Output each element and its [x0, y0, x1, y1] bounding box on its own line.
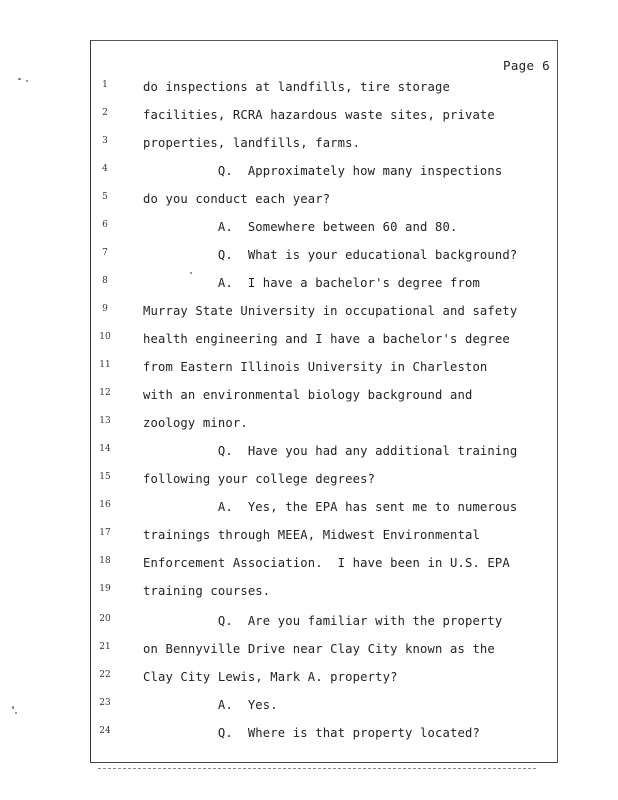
line-number: 6 — [102, 220, 108, 230]
transcript-line: Q. Have you had any additional training — [143, 444, 518, 458]
line-number: 14 — [99, 444, 111, 454]
transcript-line: A. Yes, the EPA has sent me to numerous — [143, 500, 518, 514]
transcript-line: following your college degrees? — [143, 472, 376, 486]
transcript-line: facilities, RCRA hazardous waste sites, private — [143, 108, 495, 122]
transcript-line: health engineering and I have a bachelor's degree — [143, 332, 510, 346]
line-number: 21 — [99, 642, 111, 652]
transcript-line: do inspections at landfills, tire storage — [143, 80, 450, 94]
line-number: 19 — [99, 584, 111, 594]
line-number: 8 — [102, 276, 108, 286]
transcript-line: from Eastern Illinois University in Charleston — [143, 360, 488, 374]
line-number: 17 — [99, 528, 111, 538]
transcript-line: with an environmental biology background and — [143, 388, 473, 402]
transcript-line: A. I have a bachelor's degree from — [143, 276, 480, 290]
page-bottom-rule — [90, 762, 558, 763]
transcript-line: Clay City Lewis, Mark A. property? — [143, 670, 398, 684]
transcript-line: Enforcement Association. I have been in U.S. EPA — [143, 556, 510, 570]
line-number: 3 — [102, 136, 108, 146]
transcript-line: do you conduct each year? — [143, 192, 331, 206]
transcript-line: trainings through MEEA, Midwest Environmental — [143, 528, 480, 542]
transcript-line: Q. Where is that property located? — [143, 726, 480, 740]
transcript-line: on Bennyville Drive near Clay City known as the — [143, 642, 495, 656]
page-number: Page 6 — [503, 58, 550, 73]
line-number: 16 — [99, 500, 111, 510]
line-number: 20 — [99, 614, 111, 624]
transcript-line: A. Yes. — [143, 698, 278, 712]
line-number: 4 — [102, 164, 108, 174]
line-number: 1 — [102, 80, 108, 90]
transcript-line: A. Somewhere between 60 and 80. — [143, 220, 458, 234]
scan-speck — [12, 706, 14, 709]
line-number: 15 — [99, 472, 111, 482]
scan-speck — [18, 78, 21, 80]
transcript-line: training courses. — [143, 584, 271, 598]
transcript-line: Q. Are you familiar with the property — [143, 614, 503, 628]
line-number: 13 — [99, 416, 111, 426]
transcript-line: Q. What is your educational background? — [143, 248, 518, 262]
transcript-line: zoology minor. — [143, 416, 248, 430]
transcript-line: Q. Approximately how many inspections — [143, 164, 503, 178]
line-number: 22 — [99, 670, 111, 680]
line-number: 9 — [102, 304, 108, 314]
line-number: 23 — [99, 698, 111, 708]
scan-speck — [190, 272, 192, 274]
line-number: 18 — [99, 556, 111, 566]
line-number: 7 — [102, 248, 108, 258]
line-number: 24 — [99, 726, 111, 736]
line-number: 10 — [99, 332, 111, 342]
transcript-line: Murray State University in occupational and safety — [143, 304, 518, 318]
scan-speck — [15, 712, 17, 714]
line-number: 11 — [99, 360, 111, 370]
line-number: 2 — [102, 108, 108, 118]
line-number: 12 — [99, 388, 111, 398]
scan-speck — [26, 80, 28, 82]
line-number: 5 — [102, 192, 108, 202]
page-footer-rule — [98, 768, 536, 769]
transcript-line: properties, landfills, farms. — [143, 136, 361, 150]
